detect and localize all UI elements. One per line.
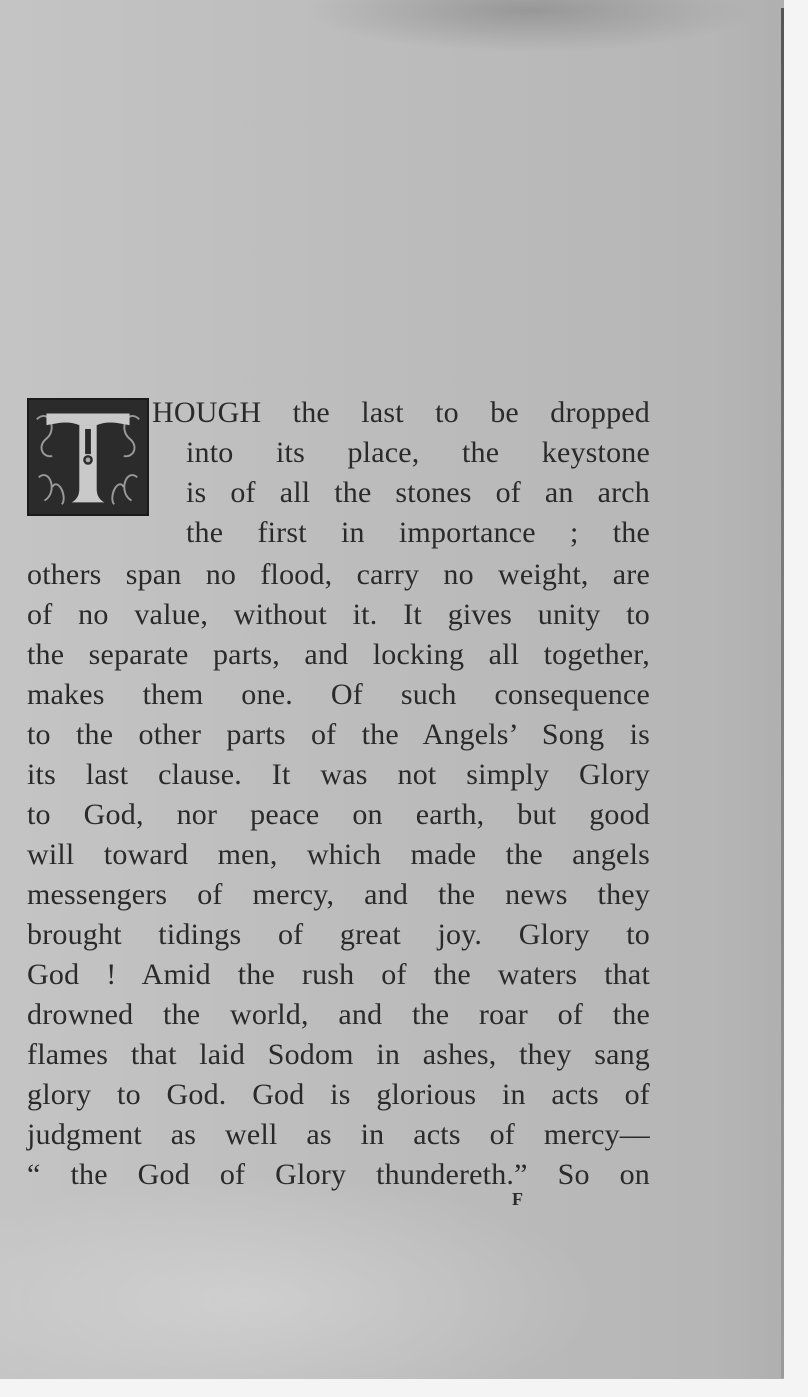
text-line: is of all the stones of an arch <box>186 476 650 509</box>
text-line: God ! Amid the rush of the waters that <box>27 958 650 991</box>
text-line: judgment as well as in acts of mercy— <box>27 1118 650 1151</box>
page-edge-shadow <box>781 8 784 1378</box>
text-line: makes them one. Of such consequence <box>27 678 650 711</box>
drop-cap-ornament-icon <box>29 400 147 514</box>
text-line: will toward men, which made the angels <box>27 838 650 871</box>
text-line: to the other parts of the Angels’ Song is <box>27 718 650 751</box>
signature-mark: F <box>512 1189 523 1209</box>
text-line: drowned the world, and the roar of the <box>27 998 650 1031</box>
text-line: into its place, the keystone <box>186 436 650 469</box>
text-line: glory to God. God is glorious in acts of <box>27 1078 650 1111</box>
bottom-margin <box>0 1379 808 1397</box>
text-line: messengers of mercy, and the news they <box>27 878 650 911</box>
text-line: HOUGH the last to be dropped <box>152 396 650 429</box>
text-line: of no value, without it. It gives unity to <box>27 598 650 631</box>
text-line: flames that laid Sodom in ashes, they sang <box>27 1038 650 1071</box>
text-line: the separate parts, and locking all together, <box>27 638 650 671</box>
text-line: to God, nor peace on earth, but good <box>27 798 650 831</box>
text-line: its last clause. It was not simply Glory <box>27 758 650 791</box>
text-line: “ the God of Glory thundereth.” So on <box>27 1158 650 1191</box>
text-line: the first in importance ; the <box>186 516 650 549</box>
right-margin <box>784 0 808 1397</box>
text-line: others span no flood, carry no weight, are <box>27 558 650 591</box>
text-line: brought tidings of great joy. Glory to <box>27 918 650 951</box>
ornamental-drop-cap <box>27 398 149 516</box>
